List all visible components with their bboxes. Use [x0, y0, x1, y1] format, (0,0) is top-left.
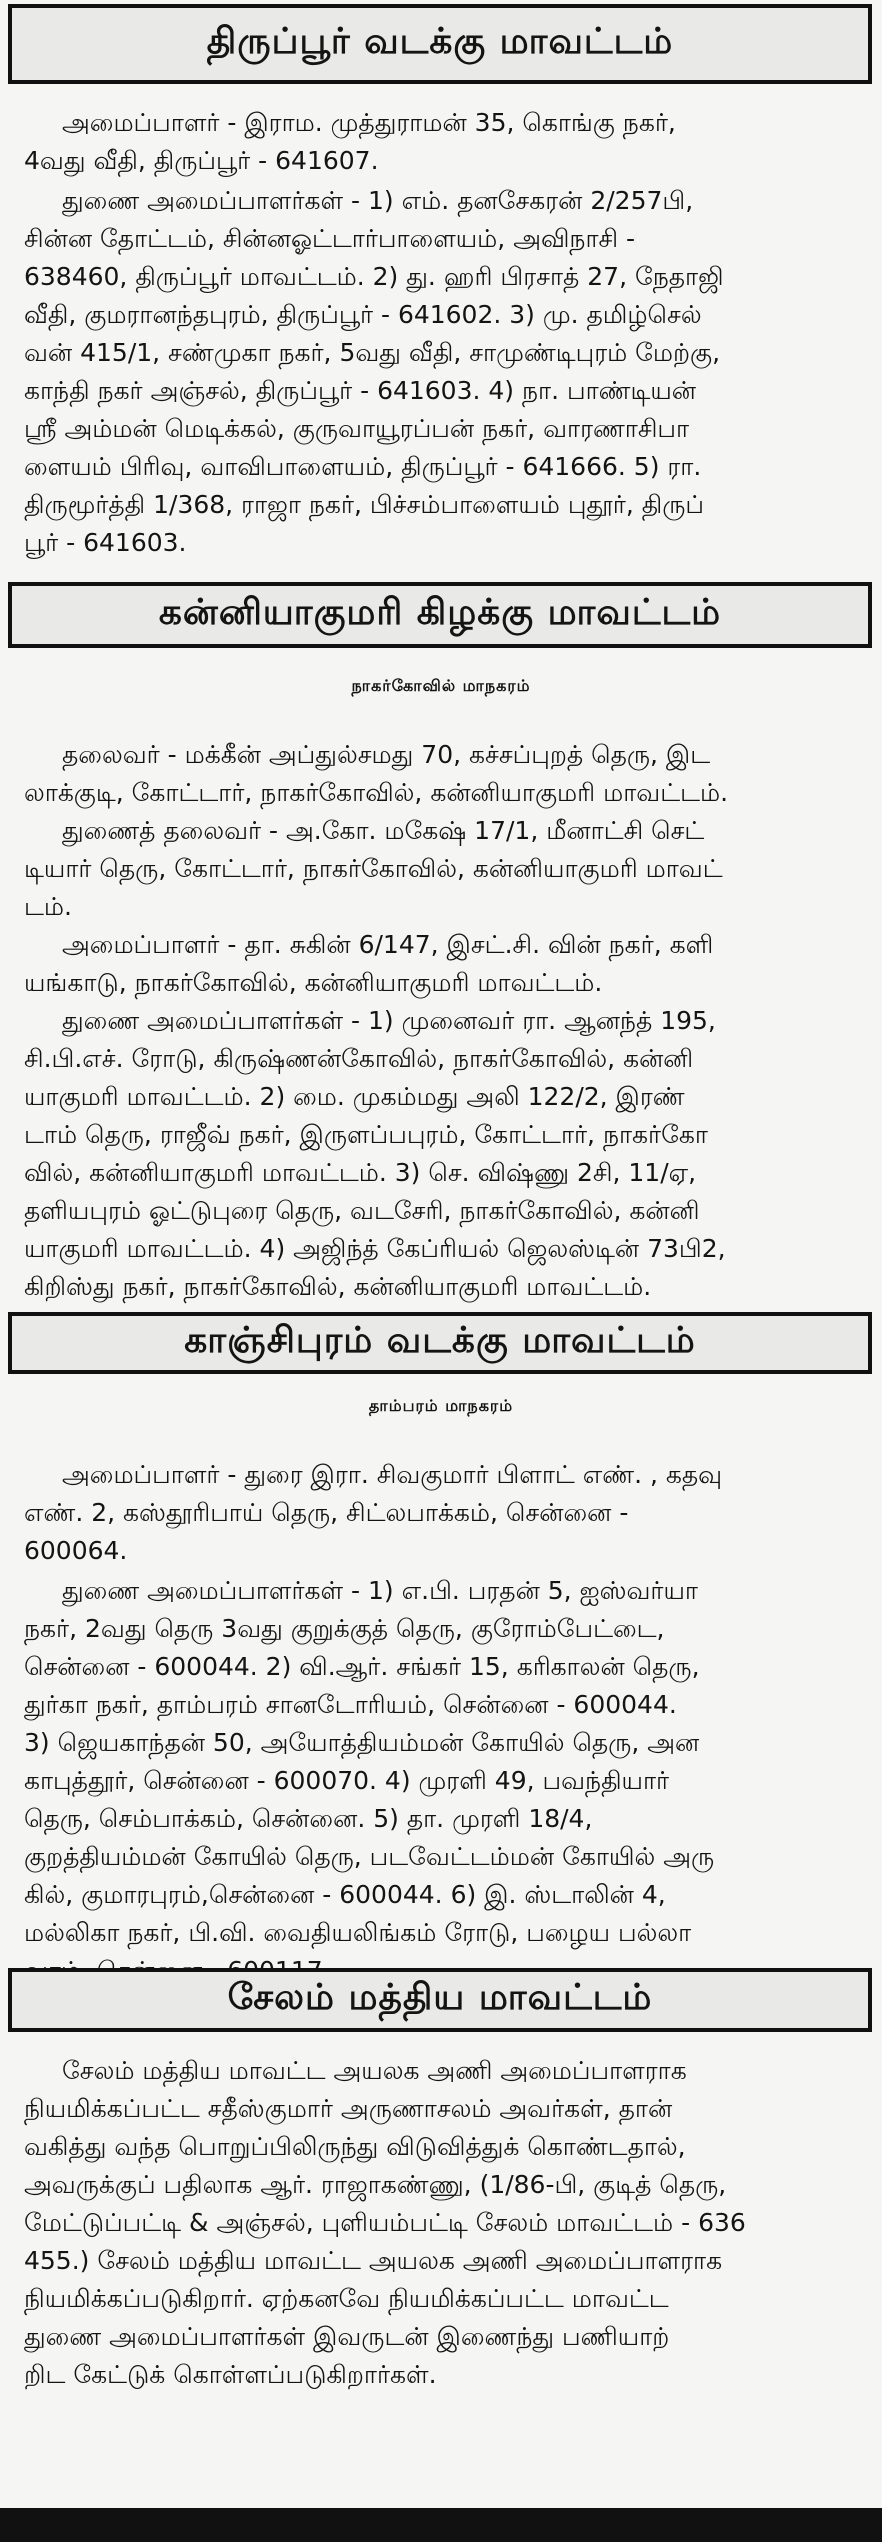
paragraph-deputy-organizers — [24, 1002, 862, 1306]
text-line: டாம் தெரு, ராஜீவ் நகர், இருளப்பபுரம், கோட்டார், நாகர்கோ — [24, 1120, 708, 1149]
text-line: வீதி, குமரானந்தபுரம், திருப்பூர் - 641602. 3) மு. தமிழ்செல் — [24, 300, 702, 329]
text-line: வன் 415/1, சண்முகா நகர், 5வது வீதி, சாமுண்டிபுரம் மேற்கு, — [24, 338, 721, 367]
banner-title: திருப்பூர் வடக்கு மாவட்டம் — [206, 21, 674, 62]
text-line: 3) ஜெயகாந்தன் 50, அயோத்தியம்மன் கோயில் தெரு, அன — [24, 1728, 700, 1757]
text-line: மல்லிகா நகர், பி.வி. வைதியலிங்கம் ரோடு, பழைய பல்லா — [24, 1918, 692, 1947]
text-line: றிட கேட்டுக் கொள்ளப்படுகிறார்கள். — [24, 2360, 437, 2389]
text-line: தளியபுரம் ஓட்டுபுரை தெரு, வடசேரி, நாகர்கோவில், கன்னி — [24, 1196, 700, 1225]
text-line: காந்தி நகர் அஞ்சல், திருப்பூர் - 641603. 4) நா. பாண்டியன் — [24, 376, 697, 405]
text-line: தெரு, செம்பாக்கம், சென்னை. 5) தா. முரளி 18/4, — [24, 1804, 593, 1833]
paragraph-organizer — [24, 926, 862, 1002]
text-line: சென்னை - 600044. 2) வி.ஆர். சங்கர் 15, கரிகாலன் தெரு, — [24, 1652, 700, 1681]
text-line: அமைப்பாளர் - துரை இரா. சிவகுமார் பிளாட் எண். , கதவு — [62, 1460, 723, 1489]
text-line: துணை அமைப்பாளர்கள் - 1) எ.பி. பரதன் 5, ஐஸ்வர்யா — [62, 1576, 698, 1605]
banner-title: காஞ்சிபுரம் வடக்கு மாவட்டம் — [184, 1320, 696, 1361]
text-line: 4வது வீதி, திருப்பூர் - 641607. — [24, 146, 379, 175]
text-line: துணை அமைப்பாளர்கள் - 1) முனைவர் ரா. ஆனந்த் 195, — [62, 1006, 716, 1035]
text-line: சி.பி.எச். ரோடு, கிருஷ்ணன்கோவில், நாகர்கோவில், கன்னி — [24, 1044, 694, 1073]
section-banner-salem-central — [8, 1968, 872, 2032]
text-line: வில், கன்னியாகுமரி மாவட்டம். 3) செ. விஷ்ணு 2சி, 11/ஏ, — [24, 1158, 697, 1187]
text-line: யங்காடு, நாகர்கோவில், கன்னியாகுமரி மாவட்டம். — [24, 968, 603, 997]
text-line: துணைத் தலைவர் - அ.கோ. மகேஷ் 17/1, மீனாட்சி செட் — [62, 816, 705, 845]
text-line: ஸ்ரீ அம்மன் மெடிக்கல், குருவாயூரப்பன் நகர், வாரணாசிபா — [24, 414, 690, 443]
paragraph-vice-president — [24, 812, 862, 926]
text-line: நகர், 2வது தெரு 3வது குறுக்குத் தெரு, குரோம்பேட்டை, — [24, 1614, 665, 1643]
paragraph-organizer — [24, 1456, 862, 1570]
text-line: தலைவர் - மக்கீன் அப்துல்சமது 70, கச்சப்புறத் தெரு, இட — [62, 740, 711, 769]
section-banner-tiruppur-north — [8, 4, 872, 84]
text-line: சின்ன தோட்டம், சின்னஓட்டார்பாளையம், அவிநாசி - — [24, 224, 636, 253]
paragraph-organizer — [24, 104, 862, 180]
text-line: மேட்டுப்பட்டி & அஞ்சல், புளியம்பட்டி சேலம் மாவட்டம் - 636 — [24, 2208, 746, 2237]
text-line: குறத்தியம்மன் கோயில் தெரு, படவேட்டம்மன் கோயில் அரு — [24, 1842, 715, 1871]
text-line: ளையம் பிரிவு, வாவிபாளையம், திருப்பூர் - 641666. 5) ரா. — [24, 452, 702, 481]
text-line: துணை அமைப்பாளர்கள் இவருடன் இணைந்து பணியாற் — [24, 2322, 670, 2351]
text-line: வகித்து வந்த பொறுப்பிலிருந்து விடுவித்துக் கொண்டதால், — [24, 2132, 686, 2161]
subheading-nagercoil: நாகர்கோவில் மாநகரம் — [351, 676, 531, 695]
text-line: துர்கா நகர், தாம்பரம் சானடோரியம், சென்னை - 600044. — [24, 1690, 677, 1719]
text-line: அமைப்பாளர் - தா. சுகின் 6/147, இசட்.சி. வின் நகர், களி — [62, 930, 714, 959]
text-line: டம். — [24, 892, 72, 921]
section-banner-kanchipuram-north — [8, 1312, 872, 1374]
text-line: கிறிஸ்து நகர், நாகர்கோவில், கன்னியாகுமரி மாவட்டம். — [24, 1272, 652, 1301]
text-line: எண். 2, கஸ்தூரிபாய் தெரு, சிட்லபாக்கம், சென்னை - — [24, 1498, 629, 1527]
text-line: கில், குமாரபுரம்,சென்னை - 600044. 6) இ. ஸ்டாலின் 4, — [24, 1880, 666, 1909]
paragraph-deputy-organizers — [24, 182, 862, 562]
section-banner-kanyakumari-east — [8, 582, 872, 648]
banner-title: கன்னியாகுமரி கிழக்கு மாவட்டம் — [158, 592, 722, 633]
text-line: துணை அமைப்பாளர்கள் - 1) எம். தனசேகரன் 2/257பி, — [62, 186, 694, 215]
paragraph-appointment-notice — [24, 2052, 862, 2394]
subheading-tambaram: தாம்பரம் மாநகரம் — [368, 1396, 514, 1415]
paragraph-president — [24, 736, 862, 812]
text-line: நியமிக்கப்படுகிறார். ஏற்கனவே நியமிக்கப்பட்ட மாவட்ட — [24, 2284, 669, 2313]
text-line: சேலம் மத்திய மாவட்ட அயலக அணி அமைப்பாளராக — [62, 2056, 687, 2085]
text-line: அமைப்பாளர் - இராம. முத்துராமன் 35, கொங்கு நகர், — [62, 108, 676, 137]
text-line: பூர் - 641603. — [24, 528, 187, 557]
text-line: யாகுமரி மாவட்டம். 2) மை. முகம்மது அலி 122/2, இரண் — [24, 1082, 685, 1111]
text-line: லாக்குடி, கோட்டார், நாகர்கோவில், கன்னியாகுமரி மாவட்டம். — [24, 778, 729, 807]
text-line: அவருக்குப் பதிலாக ஆர். ராஜாகண்ணு, (1/86-பி, குடித் தெரு, — [24, 2170, 727, 2199]
text-line: 638460, திருப்பூர் மாவட்டம். 2) து. ஹரி பிரசாத் 27, நேதாஜி — [24, 262, 724, 291]
text-line: திருமூர்த்தி 1/368, ராஜா நகர், பிச்சம்பாளையம் புதூர், திருப் — [24, 490, 705, 519]
text-line: 600064. — [24, 1536, 128, 1565]
banner-title: சேலம் மத்திய மாவட்டம் — [227, 1977, 653, 2018]
text-line: யாகுமரி மாவட்டம். 4) அஜிந்த் கேப்ரியல் ஜெலஸ்டின் 73பி2, — [24, 1234, 726, 1263]
footer-dark-strip — [0, 2508, 882, 2542]
text-line: நியமிக்கப்பட்ட சதீஸ்குமார் அருணாசலம் அவர்கள், தான் — [24, 2094, 673, 2123]
text-line: 455.) சேலம் மத்திய மாவட்ட அயலக அணி அமைப்பாளராக — [24, 2246, 723, 2275]
text-line: டியார் தெரு, கோட்டார், நாகர்கோவில், கன்னியாகுமரி மாவட் — [24, 854, 723, 883]
paragraph-deputy-organizers — [24, 1572, 862, 1990]
text-line: காபுத்தூர், சென்னை - 600070. 4) முரளி 49, பவந்தியார் — [24, 1766, 670, 1795]
